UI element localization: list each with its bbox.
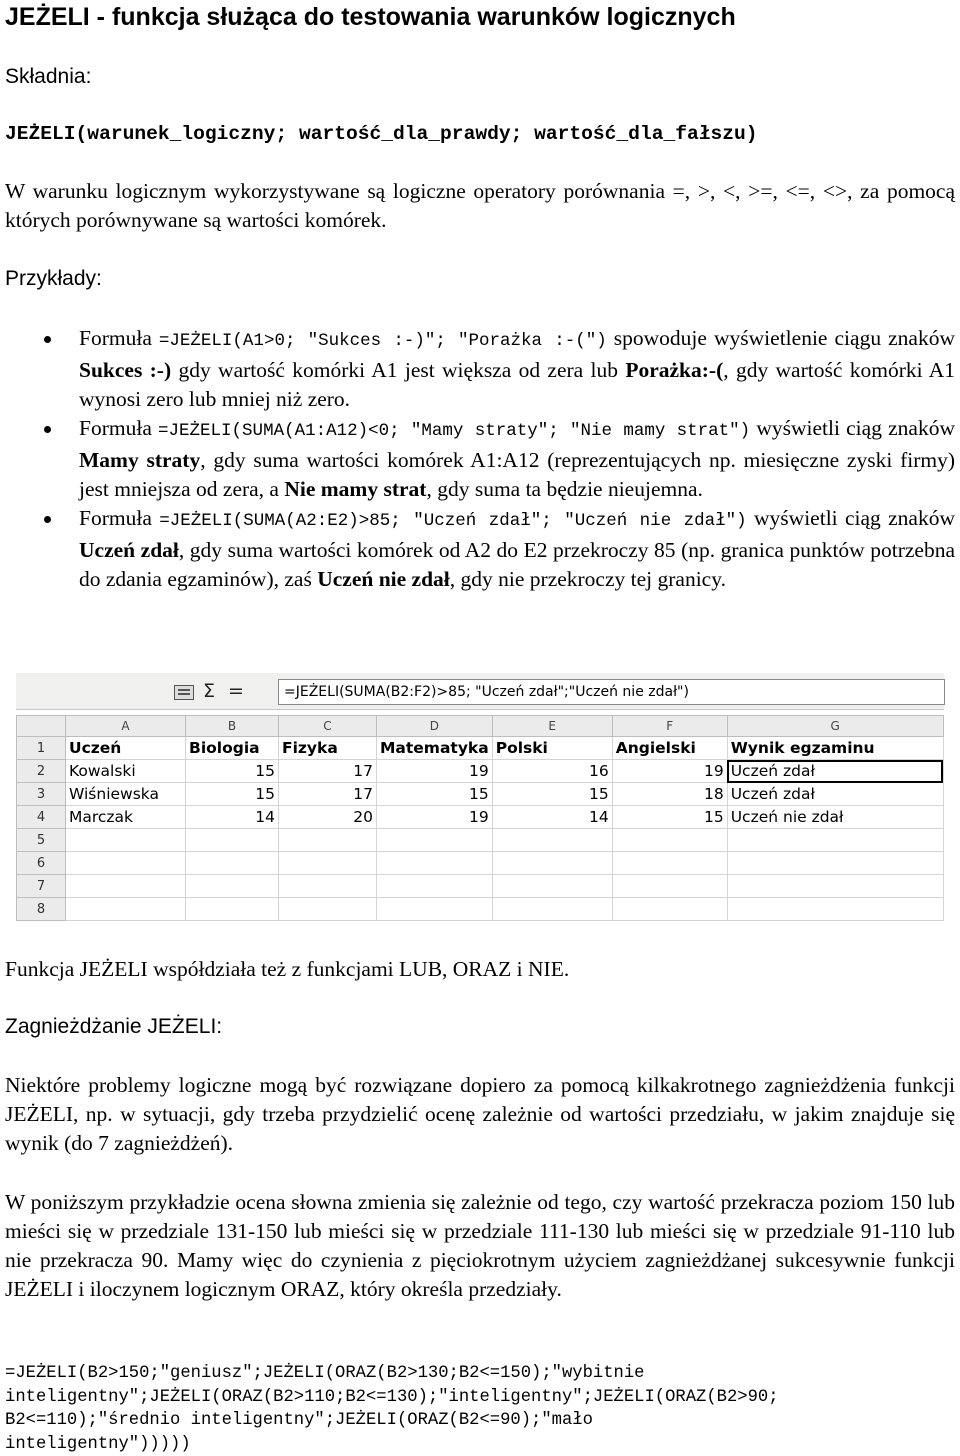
example-result-false: Porażka:-( [625, 358, 724, 382]
cell[interactable] [377, 898, 493, 921]
column-header-f[interactable]: F [612, 716, 727, 737]
cell[interactable]: 19 [612, 760, 727, 783]
bullet-icon [44, 336, 51, 343]
cell[interactable] [377, 829, 493, 852]
spreadsheet-screenshot [16, 673, 944, 928]
table-row [17, 737, 944, 760]
row-header[interactable]: 7 [17, 875, 66, 898]
cell[interactable]: 15 [186, 760, 279, 783]
syntax-formula: JEŻELI(warunek_logiczny; wartość_dla_prawdy; wartość_dla_fałszu) [5, 123, 758, 145]
selected-cell[interactable]: Uczeń zdał [727, 760, 943, 783]
formula-line: inteligentny";JEŻELI(ORAZ(B2>110;B2<=130);"inteligentny";JEŻELI(ORAZ(B2>90; [5, 1387, 779, 1407]
column-header-b[interactable]: B [186, 716, 279, 737]
cell[interactable]: 19 [377, 806, 493, 829]
formula-bar [16, 673, 944, 710]
cell[interactable] [66, 875, 186, 898]
cell[interactable]: Uczeń [66, 737, 186, 760]
cell[interactable]: 17 [279, 783, 377, 806]
operators-paragraph: W warunku logicznym wykorzystywane są logiczne operatory porównania =, >, <, >=, <=, <>, za pomocą których porównywane są wartości komórek. [5, 179, 955, 232]
example-result-false: Uczeń nie zdał [317, 567, 450, 591]
cell[interactable] [66, 898, 186, 921]
row-header[interactable]: 5 [17, 829, 66, 852]
row-header[interactable]: 2 [17, 760, 66, 783]
cell[interactable] [66, 852, 186, 875]
example-text: gdy wartość komórki A1 jest większa od zera lub [171, 358, 626, 382]
sum-icon[interactable]: Σ [203, 680, 216, 702]
cell[interactable] [727, 898, 943, 921]
example-text: , gdy suma ta będzie nieujemna. [426, 477, 703, 501]
cell[interactable] [377, 875, 493, 898]
cell[interactable] [279, 875, 377, 898]
column-header-row [17, 716, 944, 737]
bullet-icon [44, 516, 51, 523]
example-lead: Formuła [79, 416, 159, 440]
cell[interactable]: 18 [612, 783, 727, 806]
formula-line: inteligentny"))))) [5, 1434, 191, 1454]
example-lead: Formuła [79, 326, 159, 350]
column-header-g[interactable]: G [727, 716, 943, 737]
example-text: , gdy nie przekroczy tej granicy. [449, 567, 726, 591]
cell[interactable]: Biologia [186, 737, 279, 760]
column-header-c[interactable]: C [279, 716, 377, 737]
cell[interactable]: 16 [492, 760, 612, 783]
cell[interactable]: Uczeń zdał [727, 783, 943, 806]
spreadsheet-grid [16, 715, 944, 921]
cell[interactable]: 14 [186, 806, 279, 829]
row-header[interactable]: 1 [17, 737, 66, 760]
example-text: wyświetli ciąg znaków [750, 416, 955, 440]
list-item [0, 504, 955, 594]
row-header[interactable]: 4 [17, 806, 66, 829]
row-header[interactable]: 6 [17, 852, 66, 875]
column-header-d[interactable]: D [377, 716, 493, 737]
cell[interactable]: 20 [279, 806, 377, 829]
example-lead: Formuła [79, 506, 160, 530]
list-item [0, 414, 955, 504]
corner-cell[interactable] [17, 716, 66, 737]
cell[interactable]: Polski [492, 737, 612, 760]
cell[interactable] [186, 829, 279, 852]
formula-input[interactable]: =JEŻELI(SUMA(B2:F2)>85; "Uczeń zdał";"Uczeń nie zdał") [278, 679, 945, 705]
cell[interactable] [727, 829, 943, 852]
cell[interactable]: 19 [377, 760, 493, 783]
cell[interactable] [612, 875, 727, 898]
cell[interactable]: Marczak [66, 806, 186, 829]
example-result-true: Uczeń zdał [79, 538, 179, 562]
cell[interactable] [492, 898, 612, 921]
cell[interactable]: Uczeń nie zdał [727, 806, 943, 829]
cell[interactable]: 15 [612, 806, 727, 829]
example-paragraph: W poniższym przykładzie ocena słowna zmienia się zależnie od tego, czy wartość przekracza poziom 150 lub mieści się w przedziale 131-150 lub mieści się w przedziale 111-130 lub mieści się w przedziale 91-110 lub nie przekracza 90. Mamy więc do czynienia z pięciokrotnym użyciem zagnieżdżanej sukcesywnie funkcji JEŻELI i iloczynem logicznym ORAZ, który określa przedziały. [5, 1190, 955, 1301]
cell[interactable]: Kowalski [66, 760, 186, 783]
table-row [17, 806, 944, 829]
cell[interactable] [66, 829, 186, 852]
syntax-heading: Składnia: [5, 65, 92, 88]
table-row [17, 829, 944, 852]
cell[interactable] [492, 852, 612, 875]
table-row [17, 760, 944, 783]
cell[interactable] [612, 898, 727, 921]
keyboard-icon[interactable] [174, 685, 194, 700]
cooperates-paragraph: Funkcja JEŻELI współdziała też z funkcjami LUB, ORAZ i NIE. [5, 957, 570, 981]
cell[interactable] [279, 829, 377, 852]
example-result-true: Mamy straty [79, 448, 201, 472]
example-text: , gdy suma wartości komórek A1:A12 (reprezentujących np. miesięczne zyski firmy) jest mniejsza od zera, a [79, 448, 955, 501]
cell[interactable]: 17 [279, 760, 377, 783]
example-text: , gdy suma wartości komórek od A2 do E2 przekroczy 85 (np. granica punktów potrzebna do zdania egzaminów), zaś [79, 538, 955, 591]
column-header-a[interactable]: A [66, 716, 186, 737]
table-row [17, 875, 944, 898]
cell[interactable]: 15 [377, 783, 493, 806]
cell[interactable]: Matematyka [377, 737, 493, 760]
example-text: , gdy wartość komórki A1 wynosi zero lub mniej niż zero. [79, 358, 955, 411]
cell[interactable] [727, 875, 943, 898]
example-formula: =JEŻELI(A1>0; "Sukces :-)"; "Porażka :-(") [158, 331, 607, 351]
cell[interactable] [186, 898, 279, 921]
list-item [0, 324, 955, 414]
row-header[interactable]: 8 [17, 898, 66, 921]
cell[interactable]: 14 [492, 806, 612, 829]
column-header-e[interactable]: E [492, 716, 612, 737]
cell[interactable]: Wiśniewska [66, 783, 186, 806]
cell[interactable] [612, 852, 727, 875]
equals-icon[interactable]: = [228, 680, 244, 702]
cell[interactable] [492, 829, 612, 852]
row-header[interactable]: 3 [17, 783, 66, 806]
page-title: JEŻELI - funkcja służąca do testowania warunków logicznych [5, 3, 736, 31]
cell[interactable] [279, 898, 377, 921]
cell[interactable]: Wynik egzaminu [727, 737, 943, 760]
cell[interactable] [186, 875, 279, 898]
example-result-true: Sukces :-) [79, 358, 172, 382]
formula-line: =JEŻELI(B2>150;"geniusz";JEŻELI(ORAZ(B2>130;B2<=150);"wybitnie [5, 1364, 645, 1383]
cell[interactable] [727, 852, 943, 875]
cell[interactable] [186, 852, 279, 875]
nesting-heading: Zagnieżdżanie JEŻELI: [5, 1015, 223, 1038]
cell[interactable] [612, 829, 727, 852]
example-text: wyświetli ciąg znaków [746, 506, 956, 530]
cell[interactable] [377, 852, 493, 875]
bullet-icon [44, 426, 51, 433]
example-formula: =JEŻELI(SUMA(A1:A12)<0; "Mamy straty"; "Nie mamy strat") [158, 421, 751, 441]
table-row [17, 783, 944, 806]
example-result-false: Nie mamy strat [284, 477, 427, 501]
cell[interactable]: Angielski [612, 737, 727, 760]
nesting-paragraph: Niektóre problemy logiczne mogą być rozwiązane dopiero za pomocą kilkakrotnego zagnieżdżenia funkcji JEŻELI, np. w sytuacji, gdy trzeba przydzielić ocenę zależnie od wartości przedziału, w jakim znajduje się wynik (do 7 zagnieżdżeń). [5, 1073, 955, 1155]
cell[interactable] [492, 875, 612, 898]
cell[interactable]: 15 [492, 783, 612, 806]
cell[interactable]: 15 [186, 783, 279, 806]
cell[interactable]: Fizyka [279, 737, 377, 760]
cell[interactable] [279, 852, 377, 875]
table-row [17, 852, 944, 875]
example-formula: =JEŻELI(SUMA(A2:E2)>85; "Uczeń zdał"; "Uczeń nie zdał") [159, 511, 747, 531]
examples-label: Przykłady [5, 267, 97, 290]
examples-list [0, 324, 955, 594]
nesting-label: Zagnieżdżanie JEŻELI [5, 1015, 217, 1038]
formula-line: B2<=110);"średnio inteligentny";JEŻELI(ORAZ(B2<=90);"mało [5, 1411, 593, 1430]
nested-formula [5, 1362, 779, 1456]
syntax-label: Składnia [5, 65, 86, 88]
examples-heading: Przykłady: [5, 267, 102, 290]
example-text: spowoduje wyświetlenie ciągu znaków [606, 326, 955, 350]
table-row [17, 898, 944, 921]
